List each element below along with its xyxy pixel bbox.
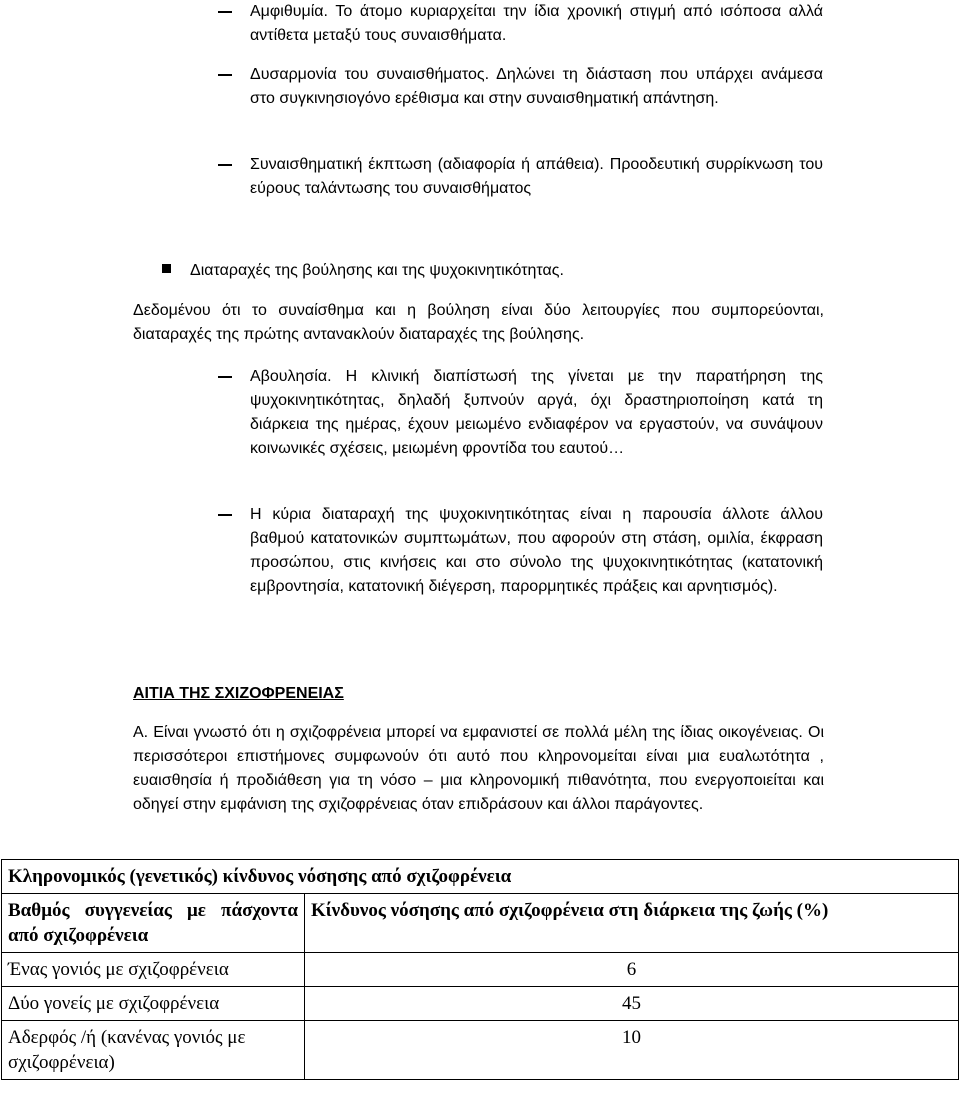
header-relation: Βαθμός συγγενείας με πάσχοντα από σχιζοφρένεια xyxy=(2,894,305,953)
dash-marker xyxy=(218,164,232,166)
dash-item-abulia: Αβουλησία. Η κλινική διαπίστωσή της γίνεται με την παρατήρηση της ψυχοκινητικότητας, δηλαδή ξυπνούν αργά, όχι δραστηριοποίηση κατά τη διάρκεια της ημέρας, έχουν μειωμένο ενδιαφέρον να εργαστούν, να συνάψουν κοινωνικές σχέσεις, μειωμένη φροντίδα του εαυτού… xyxy=(250,365,823,461)
header-risk: Κίνδυνος νόσησης από σχιζοφρένεια στη διάρκεια της ζωής (%) xyxy=(305,894,959,953)
table-header-row xyxy=(2,894,959,953)
genetic-risk-table xyxy=(1,859,959,1080)
dash-item-affective-flattening: Συναισθηματική έκπτωση (αδιαφορία ή απάθεια). Προοδευτική συρρίκνωση του εύρους ταλάντωσης του συναισθήματος xyxy=(250,153,823,201)
table-title-row xyxy=(2,860,959,894)
section-title: ΑΙΤΙΑ ΤΗΣ ΣΧΙΖΟΦΡΕΝΕΙΑΣ xyxy=(133,685,344,702)
cell-risk: 45 xyxy=(305,987,959,1021)
dash-item-ambivalence: Αμφιθυμία. Το άτομο κυριαρχείται την ίδια χρονική στιγμή από ισόποσα αλλά αντίθετα μεταξύ τους συναισθήματα. xyxy=(250,0,823,48)
table-title: Κληρονομικός (γενετικός) κίνδυνος νόσησης από σχιζοφρένεια xyxy=(2,860,959,894)
bullet-heading: Διαταραχές της βούλησης και της ψυχοκινητικότητας. xyxy=(190,262,564,279)
cell-risk: 6 xyxy=(305,953,959,987)
table-row xyxy=(2,987,959,1021)
dash-marker xyxy=(218,376,232,378)
dash-item-dysharmony: Δυσαρμονία του συναισθήματος. Δηλώνει τη διάσταση που υπάρχει ανάμεσα στο συγκινησιογόνο ερέθισμα και στην συναισθηματική απάντηση. xyxy=(250,63,823,111)
dash-marker xyxy=(218,11,232,13)
section-paragraph: Α. Είναι γνωστό ότι η σχιζοφρένεια μπορεί να εμφανιστεί σε πολλά μέλη της ίδιας οικογένειας. Οι περισσότεροι επιστήμονες συμφωνούν ότι αυτό που κληρονομείται είναι μια ευαλωτότητα , ευαισθησία ή προδιάθεση για τη νόσο – μια κληρονομική πιθανότητα, που ενεργοποιείται και οδηγεί στην εμφάνιση της σχιζοφρένειας όταν επιδράσουν και άλλοι παράγοντες. xyxy=(133,724,824,813)
cell-risk: 10 xyxy=(305,1021,959,1080)
cell-relation: Ένας γονιός με σχιζοφρένεια xyxy=(2,953,305,987)
intro-paragraph: Δεδομένου ότι το συναίσθημα και η βούληση είναι δύο λειτουργίες που συμπορεύονται, διαταραχές της πρώτης αντανακλούν διαταραχές της βούλησης. xyxy=(133,302,824,343)
cell-relation: Δύο γονείς με σχιζοφρένεια xyxy=(2,987,305,1021)
square-bullet-icon xyxy=(162,264,171,273)
cell-relation: Αδερφός /ή (κανένας γονιός με σχιζοφρένεια) xyxy=(2,1021,305,1080)
dash-marker xyxy=(218,74,232,76)
dash-item-catatonia: Η κύρια διαταραχή της ψυχοκινητικότητας είναι η παρουσία άλλοτε άλλου βαθμού κατατονικών συμπτωμάτων, που αφορούν στη στάση, ομιλία, έκφραση προσώπου, στις κινήσεις και στο σύνολο της ψυχοκινητικότητας (κατατονική εμβροντησία, κατατονική διέγερση, παρορμητικές πράξεις και αρνητισμός). xyxy=(250,503,823,599)
table-row xyxy=(2,953,959,987)
table-row xyxy=(2,1021,959,1080)
dash-marker xyxy=(218,514,232,516)
